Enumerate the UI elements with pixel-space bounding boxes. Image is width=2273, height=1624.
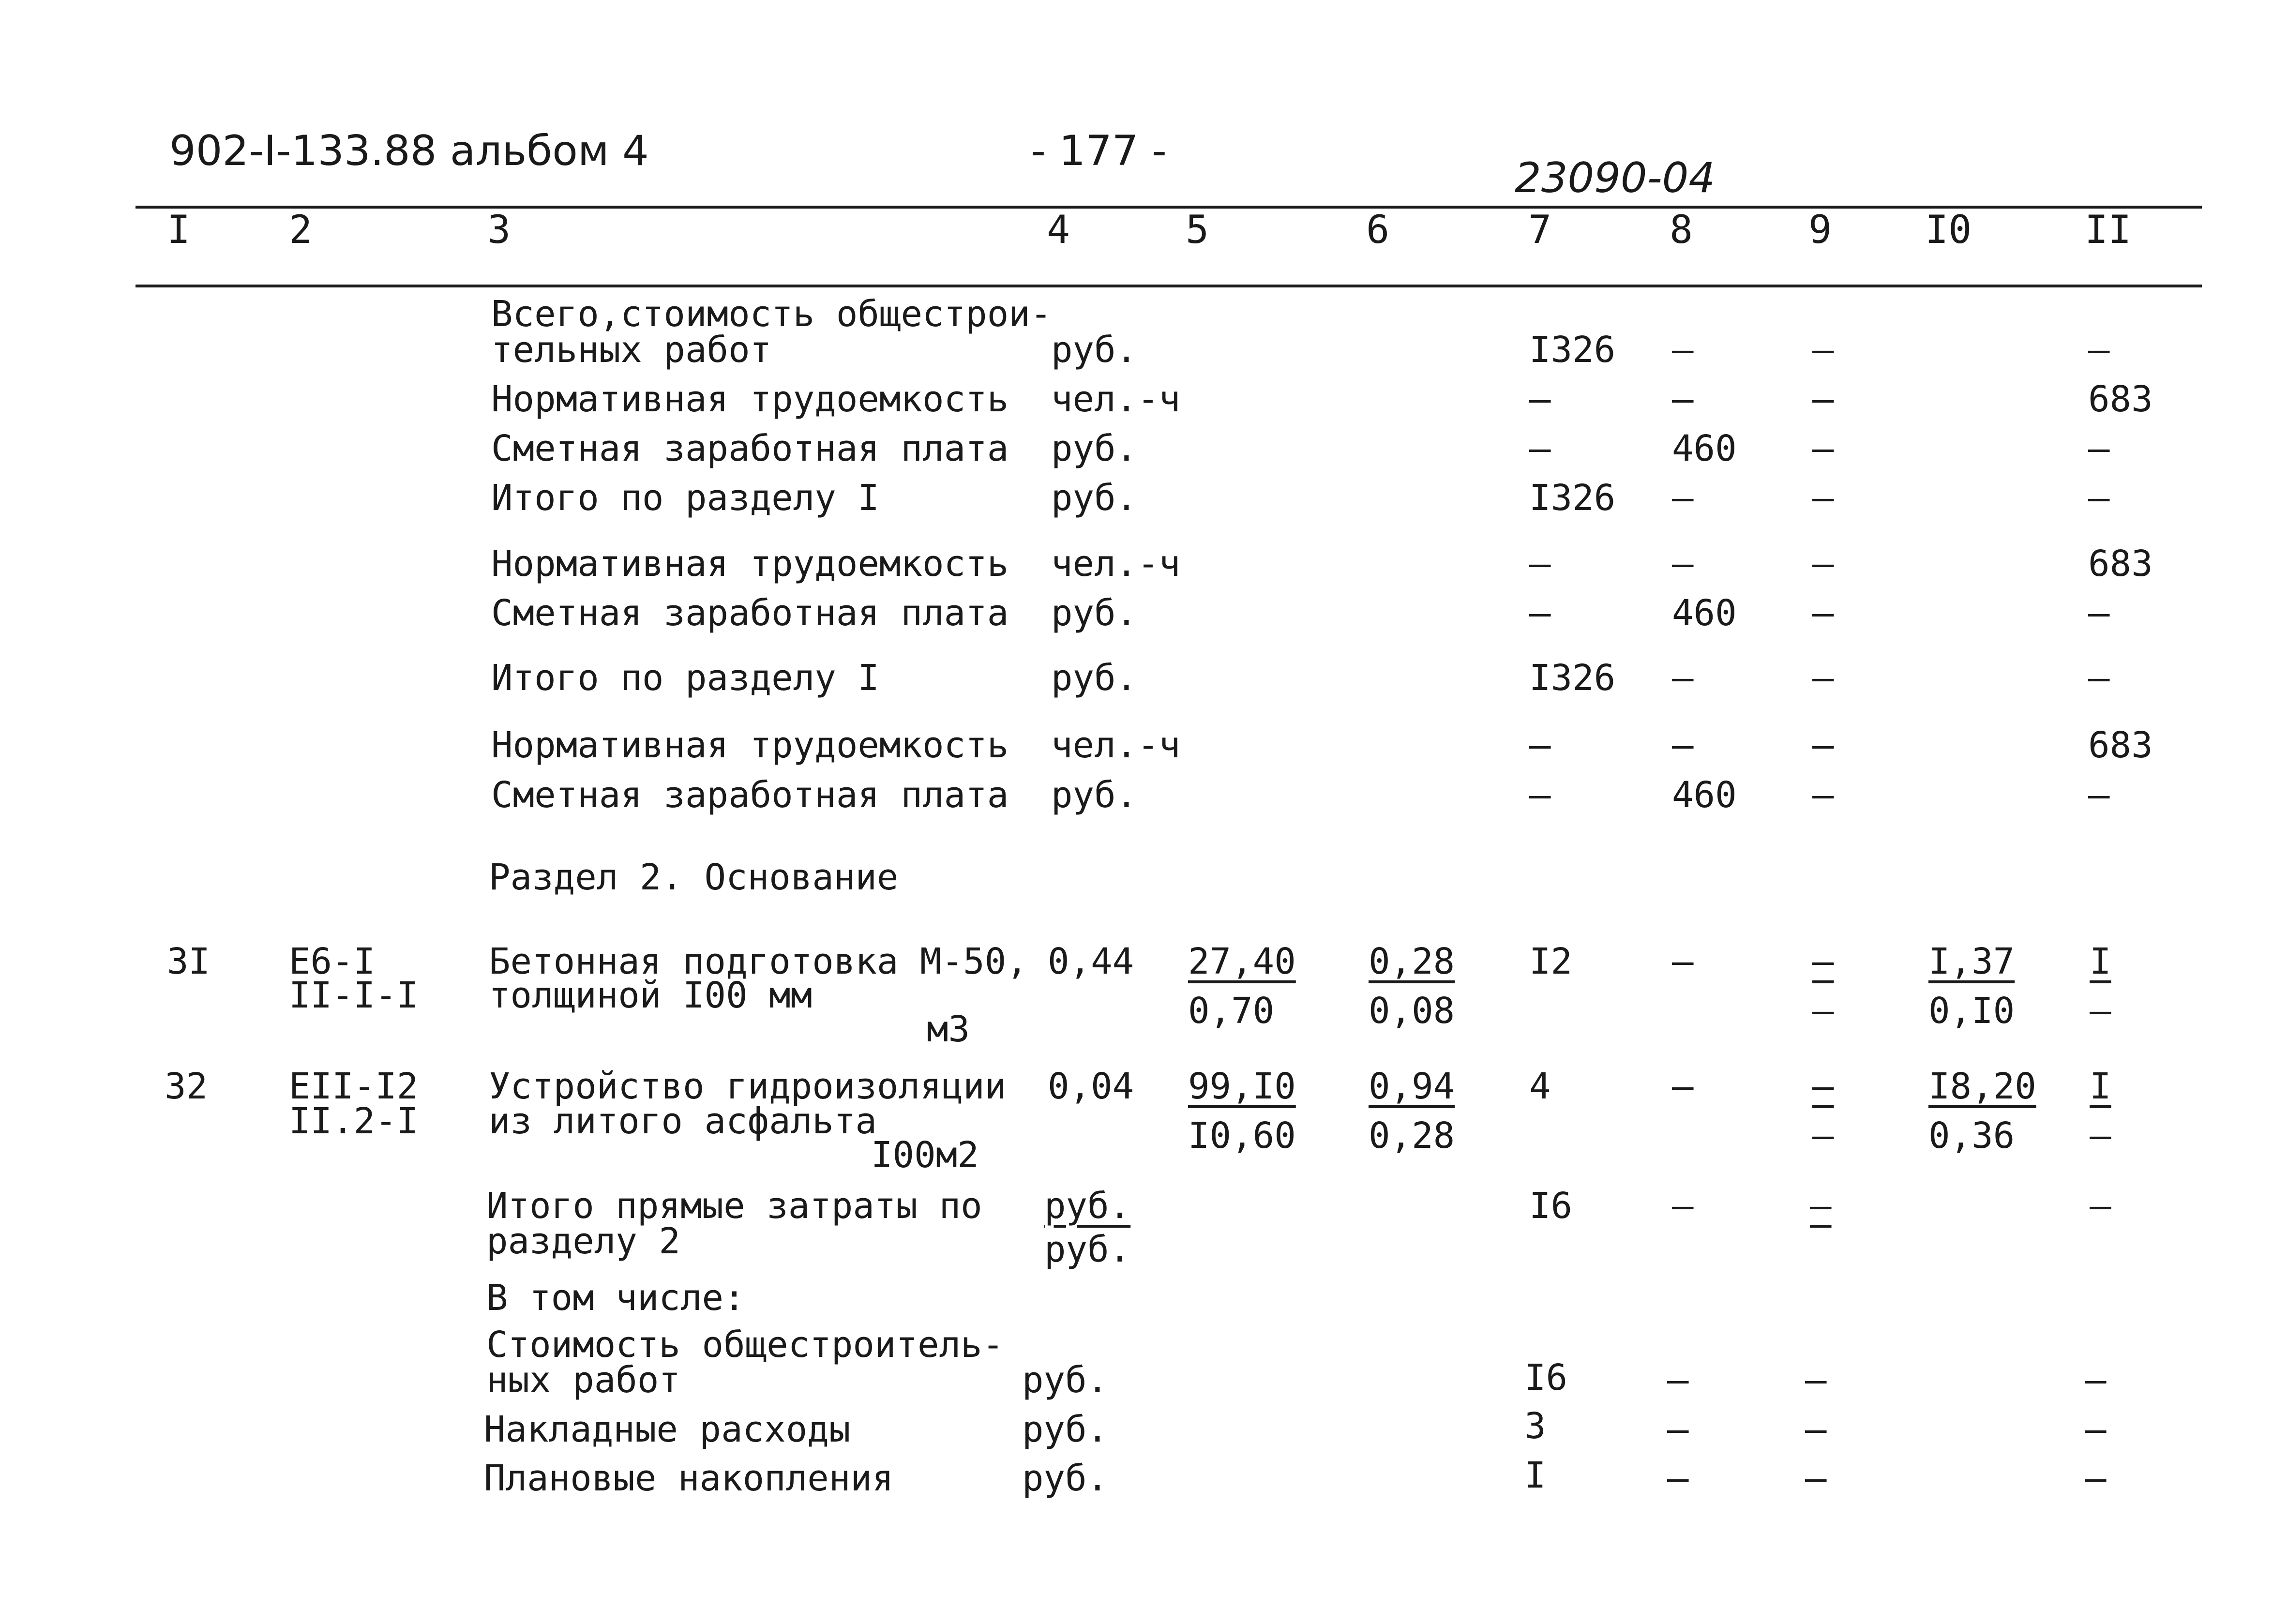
cell-col7: I6 [1524, 1357, 1568, 1398]
cell-col7: 4 [1529, 1066, 1551, 1107]
cell-col11: – [2090, 1185, 2111, 1227]
row-description: Нормативная трудоемкость [491, 378, 1009, 420]
row-unit: руб. [1051, 428, 1138, 469]
unit-bottom: руб. [1044, 1229, 1131, 1270]
column-header: 3 [487, 207, 511, 252]
cell-col9-bottom: – [1812, 990, 1834, 1032]
cell-col6-bottom: 0,28 [1369, 1115, 1455, 1157]
row-unit: руб. [1022, 1409, 1109, 1450]
row-description: Сметная заработная плата [491, 774, 1009, 816]
item-description: из литого асфальта [489, 1100, 877, 1142]
item-description: толщиной I00 мм [489, 975, 813, 1016]
cell-col7: – [1529, 592, 1551, 634]
cell-col9: – [1812, 543, 1834, 585]
cell-col11: – [2088, 774, 2110, 816]
cell-col6-top: 0,28 [1369, 941, 1455, 982]
cell-col7: I326 [1529, 329, 1616, 371]
item-number: 3I [167, 941, 211, 982]
column-header: 7 [1528, 207, 1552, 252]
item-code: II-I-I [289, 975, 419, 1016]
cell-col8: – [1672, 1185, 1694, 1227]
row-description: Всего,стоимость общестрои- [491, 293, 1052, 335]
cell-col10-top: I,37 [1928, 941, 2015, 982]
item-description: Бетонная подготовка М-50, [489, 941, 1028, 982]
cell-col5-bottom: I0,60 [1188, 1115, 1296, 1157]
cell-col11: 683 [2088, 378, 2153, 420]
column-header: I0 [1925, 207, 1972, 252]
column-header: I [167, 207, 191, 252]
cell-col10-bottom: 0,36 [1928, 1115, 2015, 1157]
item-description: Устройство гидроизоляции [489, 1066, 1007, 1107]
column-header: 5 [1186, 207, 1209, 252]
cell-col11-top: I [2090, 1066, 2111, 1107]
row-unit: руб. [1051, 657, 1138, 699]
item-code: II.2-I [289, 1100, 419, 1142]
section-title: Раздел 2. Основание [489, 857, 899, 898]
cell-col9: – [1812, 378, 1834, 420]
document-code: 902-I-133.88 альбом 4 [169, 127, 649, 175]
cell-col5-top: 99,I0 [1188, 1066, 1296, 1107]
item-code: ЕII-I2 [289, 1066, 419, 1107]
cell-col7: I326 [1529, 477, 1616, 519]
cell-col9: – [1805, 1458, 1827, 1499]
cell-col10-bottom: 0,I0 [1928, 990, 2015, 1032]
cell-col7: I326 [1529, 657, 1616, 699]
cell-col9: – [1812, 428, 1834, 469]
column-header: 8 [1670, 207, 1693, 252]
row-description: Нормативная трудоемкость [491, 724, 1009, 766]
cell-col11: – [2088, 477, 2110, 519]
cell-col11: 683 [2088, 724, 2153, 766]
cell-col7: 3 [1524, 1405, 1546, 1447]
row-unit: руб. [1022, 1458, 1109, 1499]
cell-col9: – [1812, 774, 1834, 816]
row-unit: руб. [1022, 1359, 1109, 1401]
cell-col8: 460 [1672, 592, 1737, 634]
item-number: 32 [165, 1066, 208, 1107]
column-header: 9 [1808, 207, 1832, 252]
cell-col6-top: 0,94 [1369, 1066, 1455, 1107]
cell-col9-top: – [1812, 941, 1834, 982]
row-unit: руб. [1051, 329, 1138, 371]
cell-col7: – [1529, 724, 1551, 766]
cell-col7: – [1529, 774, 1551, 816]
cell-col8: – [1672, 1066, 1694, 1107]
item-unit-measure: I00м2 [871, 1134, 979, 1176]
cell-col9: – [1812, 657, 1834, 699]
row-description: Плановые накопления [484, 1458, 894, 1499]
cell-col11: – [2088, 592, 2110, 634]
cell-col9: – [1805, 1359, 1827, 1401]
row-description: ных работ [486, 1359, 680, 1401]
row-unit: руб. [1051, 477, 1138, 519]
row-description: тельных работ [491, 329, 772, 371]
column-header: 2 [289, 207, 313, 252]
cell-col11-top: I [2090, 941, 2111, 982]
column-header: II [2085, 207, 2132, 252]
row-description: Сметная заработная плата [491, 428, 1009, 469]
item-unit-measure: м3 [927, 1008, 970, 1050]
row-description: Итого прямые затраты по [486, 1185, 982, 1227]
cell-col11: – [2085, 1359, 2107, 1401]
row-description: Накладные расходы [484, 1409, 851, 1450]
column-header: 4 [1047, 207, 1070, 252]
cell-col7: I2 [1529, 941, 1573, 982]
cell-col9: – [1812, 724, 1834, 766]
cell-col8: – [1672, 329, 1694, 371]
cell-col6-bottom: 0,08 [1369, 990, 1455, 1032]
cell-col7: I [1524, 1455, 1546, 1496]
table-header-rule [135, 285, 2202, 287]
cell-col8: 460 [1672, 774, 1737, 816]
item-quantity: 0,04 [1048, 1066, 1134, 1107]
cell-col8: – [1672, 477, 1694, 519]
cell-col8: 460 [1672, 428, 1737, 469]
cell-col11: – [2088, 428, 2110, 469]
cell-col11: 683 [2088, 543, 2153, 585]
row-unit: руб. [1051, 592, 1138, 634]
row-description: Нормативная трудоемкость [491, 543, 1009, 585]
cell-col8: – [1672, 378, 1694, 420]
cell-col9: – [1812, 477, 1834, 519]
cell-col11-bottom: – [2090, 1115, 2111, 1157]
cell-col11-bottom: – [2090, 990, 2111, 1032]
row-unit: чел.-ч [1051, 378, 1181, 420]
cell-col9-top: – [1812, 1066, 1834, 1107]
cell-col7: I6 [1529, 1185, 1573, 1227]
row-unit: руб. [1051, 774, 1138, 816]
cell-col8: – [1672, 543, 1694, 585]
cell-col9: – [1812, 592, 1834, 634]
cell-col8: – [1672, 657, 1694, 699]
row-description: Итого по разделу I [491, 477, 879, 519]
row-description: разделу 2 [486, 1220, 680, 1262]
cell-col9-bottom: – [1812, 1115, 1834, 1157]
row-description: Стоимость общестроитель- [486, 1324, 1004, 1366]
cell-col7: – [1529, 543, 1551, 585]
cell-col8: – [1672, 724, 1694, 766]
cell-col10-top: I8,20 [1928, 1066, 2036, 1107]
row-description: Сметная заработная плата [491, 592, 1009, 634]
cell-col11: – [2085, 1409, 2107, 1450]
cell-col5-top: 27,40 [1188, 941, 1296, 982]
row-unit: чел.-ч [1051, 724, 1181, 766]
cell-col9: – [1812, 329, 1834, 371]
item-code: Е6-I [289, 941, 376, 982]
cell-col8: – [1667, 1409, 1689, 1450]
column-header: 6 [1366, 207, 1390, 252]
unit-top: руб. [1044, 1185, 1131, 1227]
cell-col9: – [1810, 1185, 1832, 1227]
cell-col11: – [2088, 657, 2110, 699]
cell-col7: – [1529, 428, 1551, 469]
cell-col5-bottom: 0,70 [1188, 990, 1275, 1032]
row-unit: чел.-ч [1051, 543, 1181, 585]
row-description: Итого по разделу I [491, 657, 879, 699]
archive-number: 23090-04 [1515, 154, 1716, 202]
cell-col9: – [1805, 1409, 1827, 1450]
including-label: В том числе: [486, 1277, 745, 1319]
table-top-rule [135, 206, 2202, 209]
cell-col11: – [2085, 1458, 2107, 1499]
cell-col7: – [1529, 378, 1551, 420]
cell-col8: – [1672, 941, 1694, 982]
item-quantity: 0,44 [1048, 941, 1134, 982]
cell-col8: – [1667, 1359, 1689, 1401]
cell-col11: – [2088, 329, 2110, 371]
page-number: - 177 - [1031, 127, 1167, 175]
cell-col8: – [1667, 1458, 1689, 1499]
